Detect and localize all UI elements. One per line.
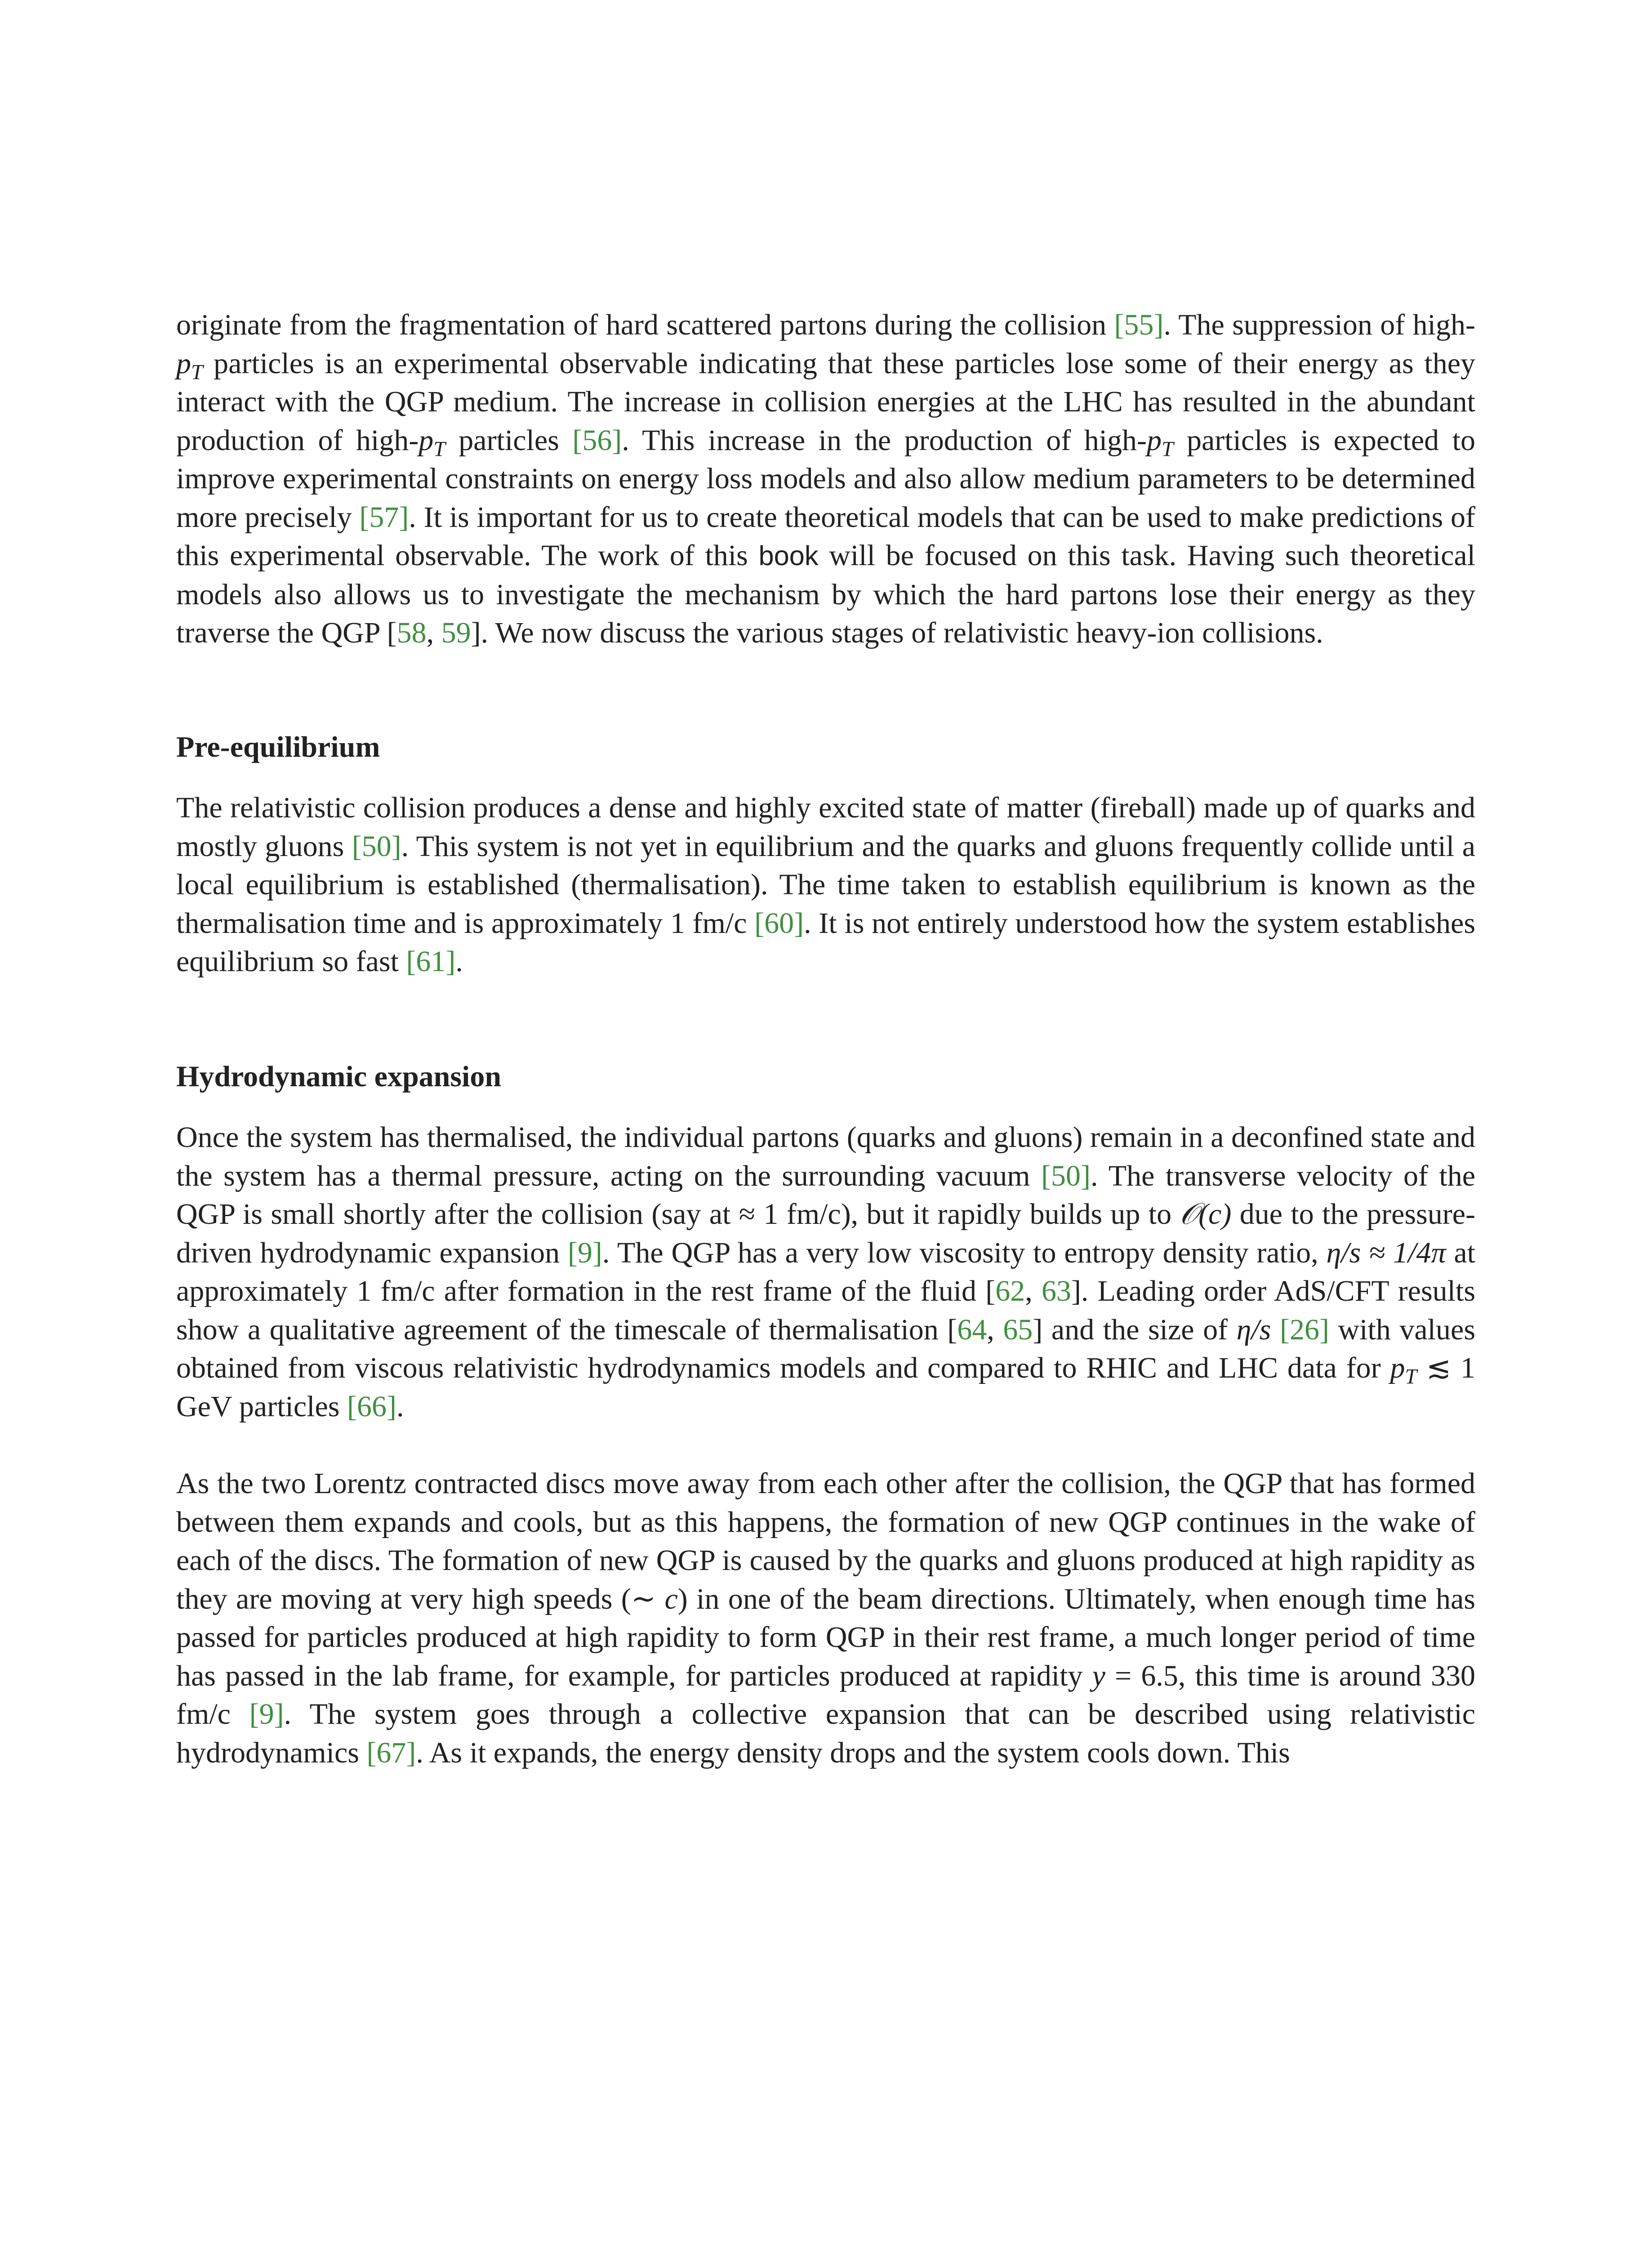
text-span: , [987,1313,1003,1346]
math-order-c: 𝒪(c) [1180,1198,1232,1231]
math-c: c [664,1582,678,1615]
text-span [1271,1313,1280,1346]
text-span: . It is not entirely understood how the system establishes equilibrium so fast [176,906,1476,978]
text-span: particles is an experimental observable indicating that these particles lose some of their energy as they interact with the QGP medium. The increase in collision energies at the LHC has resulted in the abundant production of high- [176,347,1475,457]
text-span: As the two Lorentz contracted discs move away from each other after the collision, the QGP that has formed between them expands and cools, but as this happens, the formation of new QGP continues in the wake of each of the discs. The formation of new QGP is caused by the quarks and gluons produced at high rapidity as they are moving at very high speeds (∼ [176,1467,1475,1615]
citation-link[interactable]: [9] [249,1698,284,1731]
hydrodynamic-paragraph [176,1118,1475,1426]
citation-link[interactable]: [66] [347,1390,396,1423]
text-span: . The QGP has a very low viscosity to entropy density ratio, [602,1236,1327,1269]
math-pt: $p_T$ [176,347,203,384]
text-span: . The transverse velocity of the QGP is small shortly after the collision (say at ≈ 1 fm/c), but it rapidly builds up to [176,1159,1476,1231]
intro-paragraph [176,306,1475,652]
citation-link[interactable]: [26] [1279,1313,1329,1346]
text-span: will be focused on this task. Having such theoretical models also allows us to investigate the mechanism by which the hard partons lose their energy as they traverse the QGP [ [176,539,1476,649]
text-span: at approximately 1 fm/c after formation in the rest frame of the fluid [ [176,1236,1475,1307]
citation-link[interactable]: [56] [572,424,622,457]
citation-link[interactable]: [55] [1114,308,1164,341]
citation-link[interactable]: 63 [1041,1275,1071,1307]
math-pt: $p_T$ [1147,424,1174,461]
math-eta-over-s: η/s [1236,1313,1271,1346]
text-span: . It is important for us to create theoretical models that can be used to make predictions of this experimental observable. The work of this [176,500,1475,572]
citation-link[interactable]: 58 [396,616,427,649]
section-heading-pre-equilibrium: Pre-equilibrium [176,730,380,763]
section-heading-hydrodynamic-expansion: Hydrodynamic expansion [176,1060,502,1093]
text-span: particles [445,424,573,457]
text-span: . [396,1390,404,1423]
citation-link[interactable]: 62 [995,1275,1025,1307]
text-span: with values obtained from viscous relativistic hydrodynamics models and compared to RHIC and LHC data for [176,1313,1476,1384]
math-pt: $p_T$ [1390,1351,1417,1389]
pre-equilibrium-paragraph [176,789,1475,981]
text-span: = 6.5, this time is around 330 fm/c [176,1659,1475,1731]
citation-link[interactable]: [9] [567,1236,602,1269]
text-span: The relativistic collision produces a dense and highly excited state of matter (fireball) made up of quarks and mostly gluons [176,791,1475,863]
page-body [176,306,1475,1772]
citation-link[interactable]: [60] [754,906,804,940]
text-span: ] and the size of [1033,1313,1237,1346]
text-span: . [455,945,463,978]
math-eta-over-s: η/s ≈ 1/4π [1326,1236,1446,1269]
text-span: Once the system has thermalised, the individual partons (quarks and gluons) remain in a deconfined state and the system has a thermal pressure, acting on the surrounding vacuum [176,1121,1475,1192]
expansion-paragraph [176,1464,1475,1772]
math-pt: $p_T$ [419,424,445,461]
citation-link[interactable]: 59 [441,616,471,649]
text-span: book [758,540,819,571]
citation-link[interactable]: 65 [1003,1313,1033,1346]
citation-link[interactable]: [50] [352,830,401,863]
text-span: . This increase in the production of high- [622,424,1147,457]
text-span: ]. We now discuss the various stages of relativistic heavy-ion collisions. [471,616,1323,649]
citation-link[interactable]: [67] [366,1736,416,1769]
text-span: ≲ 1 GeV particles [176,1351,1475,1423]
text-span: . As it expands, the energy density drops and the system cools down. This [416,1736,1290,1769]
math-y: y [1092,1659,1105,1692]
citation-link[interactable]: [50] [1041,1159,1091,1192]
citation-link[interactable]: 64 [957,1313,987,1346]
text-span: , [1025,1275,1042,1307]
citation-link[interactable]: [57] [359,500,409,534]
text-span: ) in one of the beam directions. Ultimately, when enough time has passed for particles produced at high rapidity to form QGP in their rest frame, a much longer period of time has passed in the lab frame, for example, for particles produced at rapidity [176,1582,1475,1692]
text-span: ]. Leading order AdS/CFT results show a qualitative agreement of the timescale of thermalisation [ [176,1275,1476,1346]
text-span: particles is expected to improve experimental constraints on energy loss models and also allow medium parameters to be determined more precisely [176,424,1475,534]
text-span: due to the pressure-driven hydrodynamic expansion [176,1198,1475,1269]
text-span: , [426,616,441,649]
text-span: . The system goes through a collective expansion that can be described using relativistic hydrodynamics [176,1698,1476,1769]
text-span: originate from the fragmentation of hard scattered partons during the collision [176,308,1114,341]
text-span: . This system is not yet in equilibrium and the quarks and gluons frequently collide until a local equilibrium is established (thermalisation). The time taken to establish equilibrium is known as the thermalisation time and is approximately 1 fm/c [176,830,1475,940]
text-span: . The suppression of high- [1163,308,1475,341]
citation-link[interactable]: [61] [406,945,456,978]
